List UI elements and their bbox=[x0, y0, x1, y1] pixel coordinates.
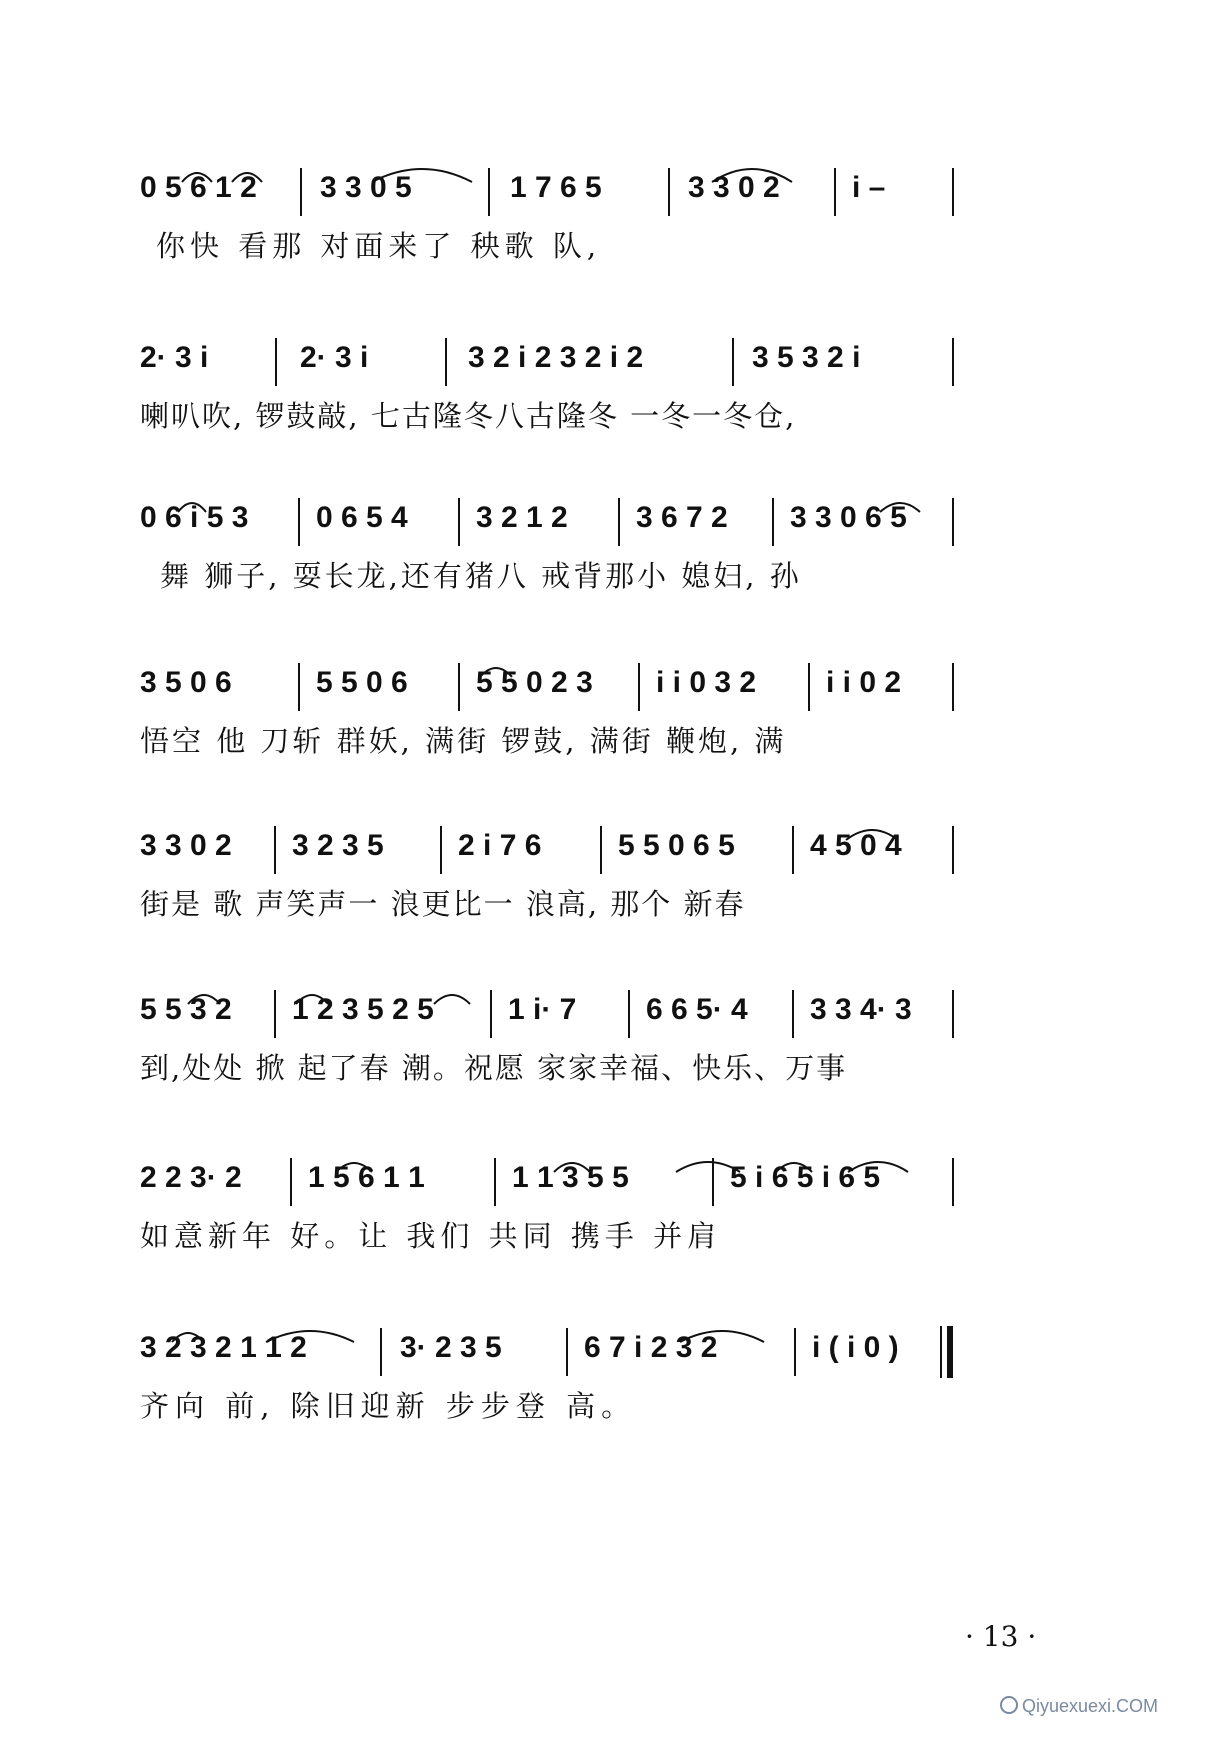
barline bbox=[458, 498, 460, 546]
measure: 2· 3 i bbox=[140, 341, 209, 374]
barline bbox=[440, 826, 442, 874]
score-system-3 bbox=[140, 490, 1060, 610]
lyrics-line: 到,处处 掀 起了春 潮。祝愿 家家幸福、快乐、万事 bbox=[140, 1051, 848, 1085]
measure: 3 2 i 2 3 2 i 2 bbox=[468, 341, 644, 374]
barline bbox=[952, 338, 954, 386]
lyrics-line: 齐向 前, 除旧迎新 步步登 高。 bbox=[140, 1389, 637, 1423]
barline bbox=[275, 338, 277, 386]
measure: 5 5 0 6 bbox=[316, 666, 408, 699]
logo-icon bbox=[1000, 1696, 1018, 1714]
measure: 1 7 6 5 bbox=[510, 171, 602, 204]
barline bbox=[298, 663, 300, 711]
notation-line bbox=[140, 655, 1060, 715]
score-system-2 bbox=[140, 330, 1060, 450]
measure: 1 1 3 5 5 bbox=[512, 1161, 629, 1194]
measure: i i 0 2 bbox=[826, 666, 902, 699]
score-system-4 bbox=[140, 655, 1060, 775]
barline bbox=[772, 498, 774, 546]
notation-line bbox=[140, 818, 1060, 878]
barline bbox=[488, 168, 490, 216]
measure: 3 6 7 2 bbox=[636, 501, 728, 534]
barline bbox=[380, 1328, 382, 1376]
measure: 3 3 0 2 bbox=[140, 829, 232, 862]
measure: 5 5 3 2 bbox=[140, 993, 232, 1026]
measure: 5 5 0 6 5 bbox=[618, 829, 735, 862]
measure: i ( i 0 ) bbox=[812, 1331, 899, 1364]
measure: 1 2 3 5 2 5 bbox=[292, 993, 434, 1026]
measure: 2 2 3· 2 bbox=[140, 1161, 242, 1194]
measure: i – bbox=[852, 171, 886, 204]
measure: 3 5 3 2 i bbox=[752, 341, 861, 374]
barline bbox=[566, 1328, 568, 1376]
slur-marks bbox=[140, 655, 1060, 685]
barline bbox=[290, 1158, 292, 1206]
measure: 3 2 3 2 1 1 2 bbox=[140, 1331, 307, 1364]
measure: 3 3 4· 3 bbox=[810, 993, 912, 1026]
measure: 3 3 0 6 5 bbox=[790, 501, 907, 534]
barline bbox=[490, 990, 492, 1038]
measure: i i 0 3 2 bbox=[656, 666, 757, 699]
barline bbox=[458, 663, 460, 711]
barline bbox=[952, 990, 954, 1038]
lyrics-line: 舞 狮子, 耍长龙,还有猪八 戒背那小 媳妇, 孙 bbox=[160, 559, 802, 593]
notation-line bbox=[140, 160, 1060, 220]
barline bbox=[600, 826, 602, 874]
score-system-5 bbox=[140, 818, 1060, 938]
lyrics-line: 你快 看那 对面来了 秧歌 队, bbox=[156, 229, 602, 263]
lyrics-line: 喇叭吹, 锣鼓敲, 七古隆冬八古隆冬 一冬一冬仓, bbox=[140, 399, 797, 433]
notation-line bbox=[140, 982, 1060, 1042]
barline bbox=[445, 338, 447, 386]
watermark-text: Qiyuexuexi.COM bbox=[1022, 1696, 1159, 1716]
lyrics-line: 如意新年 好。让 我们 共同 携手 并肩 bbox=[140, 1219, 722, 1253]
measure: 5 i 6 5 i 6 5 bbox=[730, 1161, 881, 1194]
barline bbox=[712, 1158, 714, 1206]
measure: 6 6 5· 4 bbox=[646, 993, 748, 1026]
barline bbox=[638, 663, 640, 711]
lyrics-line: 街是 歌 声笑声一 浪更比一 浪高, 那个 新春 bbox=[140, 887, 746, 921]
measure: 2 i 7 6 bbox=[458, 829, 542, 862]
barline bbox=[834, 168, 836, 216]
score-system-6 bbox=[140, 982, 1060, 1102]
watermark bbox=[1000, 1696, 1158, 1717]
measure: 1 i· 7 bbox=[508, 993, 577, 1026]
measure: 4 5 0 4 bbox=[810, 829, 902, 862]
barline bbox=[300, 168, 302, 216]
measure: 0 6 5 4 bbox=[316, 501, 408, 534]
measure: 2· 3 i bbox=[300, 341, 369, 374]
measure: 3 3 0 2 bbox=[688, 171, 780, 204]
slur-marks bbox=[140, 490, 1060, 520]
measure: 1 5 6 1 1 bbox=[308, 1161, 425, 1194]
barline bbox=[494, 1158, 496, 1206]
measure: 0 6 i 5 3 bbox=[140, 501, 249, 534]
barline bbox=[952, 498, 954, 546]
measure: 3 5 0 6 bbox=[140, 666, 232, 699]
score-system-7 bbox=[140, 1150, 1060, 1270]
barline bbox=[668, 168, 670, 216]
score-system-1 bbox=[140, 160, 1060, 280]
barline bbox=[952, 663, 954, 711]
score-system-8 bbox=[140, 1320, 1060, 1440]
barline bbox=[274, 826, 276, 874]
barline bbox=[628, 990, 630, 1038]
slur-marks bbox=[140, 982, 1060, 1012]
notation-line bbox=[140, 330, 1060, 390]
page-number: · 13 · bbox=[965, 1620, 1037, 1653]
barline bbox=[792, 826, 794, 874]
barline bbox=[952, 168, 954, 216]
notation-line bbox=[140, 1150, 1060, 1210]
barline bbox=[274, 990, 276, 1038]
lyrics-line: 悟空 他 刀斩 群妖, 满街 锣鼓, 满街 鞭炮, 满 bbox=[140, 724, 787, 758]
barline bbox=[952, 826, 954, 874]
measure: 3 2 1 2 bbox=[476, 501, 568, 534]
barline bbox=[298, 498, 300, 546]
measure: 3· 2 3 5 bbox=[400, 1331, 502, 1364]
barline bbox=[794, 1328, 796, 1376]
barline bbox=[952, 1158, 954, 1206]
measure: 5 5 0 2 3 bbox=[476, 666, 593, 699]
barline bbox=[732, 338, 734, 386]
barline bbox=[618, 498, 620, 546]
barline bbox=[808, 663, 810, 711]
barline bbox=[792, 990, 794, 1038]
measure: 6 7 i 2 3 2 bbox=[584, 1331, 718, 1364]
measure: 3 2 3 5 bbox=[292, 829, 384, 862]
measure: 0 5 6 1 2 bbox=[140, 171, 257, 204]
measure: 3 3 0 5 bbox=[320, 171, 412, 204]
notation-line bbox=[140, 490, 1060, 550]
notation-line bbox=[140, 1320, 1060, 1380]
